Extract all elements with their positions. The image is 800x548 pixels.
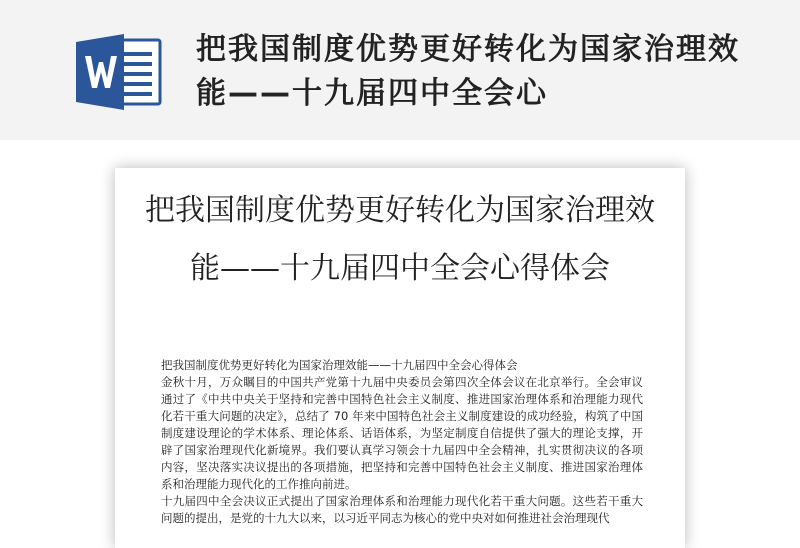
document-body xyxy=(161,357,643,527)
header-banner xyxy=(0,0,800,140)
document-title: 把我国制度优势更好转化为国家治理效能——十九届四中全会心得体会 xyxy=(145,193,655,286)
header-title: 把我国制度优势更好转化为国家治理效能——十九届四中全会心 xyxy=(196,32,740,111)
microsoft-word-icon xyxy=(76,32,162,112)
paragraph: 金秋十月，万众瞩目的中国共产党第十九届中央委员会第四次全体会议在北京举行。全会审议通过了《中共中央关于坚持和完善中国特色社会主义制度、推进国家治理体系和治理能力现代化若干重大问题的决定》，总结了 70 年来中国特色社会主义制度建设的成功经验，构筑了中国制度建设理论的学术体系、理论体系、话语体系，为坚定制度自信提供了强大的理论支撑，开辟了国家治理现代化新境界。我们要认真学习领会十九届四中全会精神，扎实贯彻决议的各项内容，坚决落实决议提出的各项措施，把坚持和完善中国特色社会主义制度、推进国家治理体系和治理能力现代化的工作推向前进。 xyxy=(161,375,643,491)
paragraph: 把我国制度优势更好转化为国家治理效能——十九届四中全会心得体会 xyxy=(161,358,518,372)
document-page xyxy=(115,168,685,548)
paragraph: 十九届四中全会决议正式提出了国家治理体系和治理能力现代化若干重大问题。这些若干重大问题的提出，是党的十九大以来，以习近平同志为核心的党中央对如何推进社会治理现代 xyxy=(161,494,643,525)
